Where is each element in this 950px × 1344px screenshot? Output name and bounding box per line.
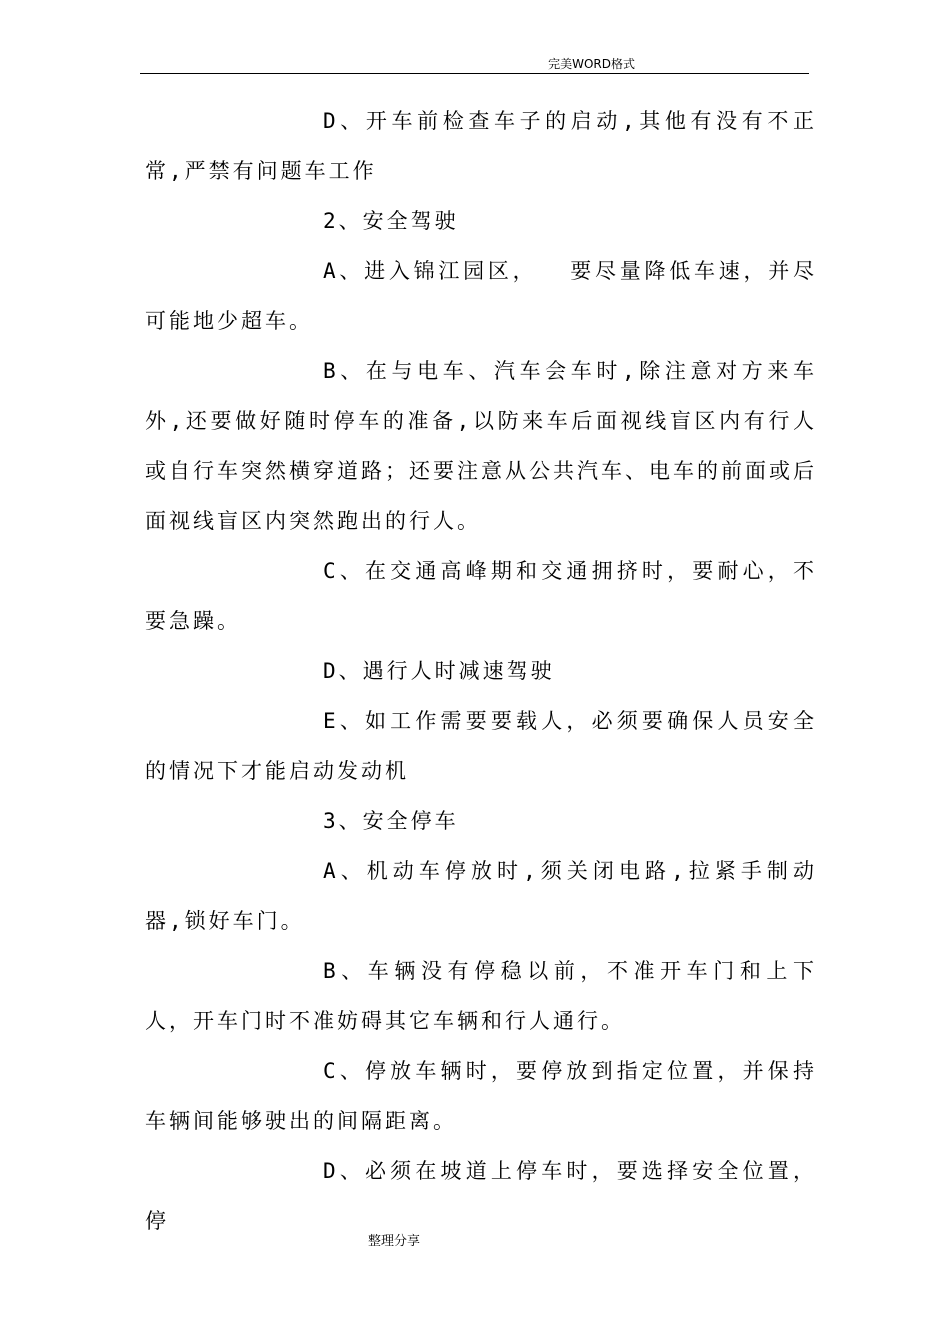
paragraph-3c-designated-spot: C、停放车辆时，要停放到指定位置，并保持车辆间能够驶出的间隔距离。	[145, 1059, 817, 1133]
paragraph-3d-slope-parking: D、必须在坡道上停车时，要选择安全位置，停	[145, 1159, 817, 1233]
header-text: 完美WORD格式	[548, 57, 635, 71]
paragraph-3b-doors: B、车辆没有停稳以前，不准开车门和上下人，开车门时不准妨碍其它车辆和行人通行。	[145, 959, 817, 1033]
paragraph-2d-pedestrians: D、遇行人时减速驾驶	[323, 659, 555, 683]
paragraph-2c-peak-traffic: C、在交通高峰期和交通拥挤时，要耐心，不要急躁。	[145, 559, 817, 633]
paragraph-2e-passengers: E、如工作需要要载人，必须要确保人员安全的情况下才能启动发动机	[145, 709, 817, 783]
section-heading-safe-parking: 3、安全停车	[323, 809, 459, 833]
paragraph-2a-enter-park: A、进入锦江园区， 要尽量降低车速，并尽可能地少超车。	[145, 259, 817, 333]
paragraph-1d-pre-start-check: D、开车前检查车子的启动,其他有没有不正常,严禁有问题车工作	[145, 109, 817, 183]
document-body	[145, 96, 817, 1246]
page-header	[140, 55, 809, 74]
section-heading-safe-driving: 2、安全驾驶	[323, 209, 459, 233]
page-footer: 整理分享	[368, 1234, 421, 1249]
paragraph-2b-passing-vehicles: B、在与电车、汽车会车时,除注意对方来车外,还要做好随时停车的准备,以防来车后面视线盲区内有行人或自行车突然横穿道路；还要注意从公共汽车、电车的前面或后面视线盲区内突然跑出的行人。	[145, 359, 817, 533]
paragraph-3a-parking-procedure: A、机动车停放时,须关闭电路,拉紧手制动器,锁好车门。	[145, 859, 817, 933]
